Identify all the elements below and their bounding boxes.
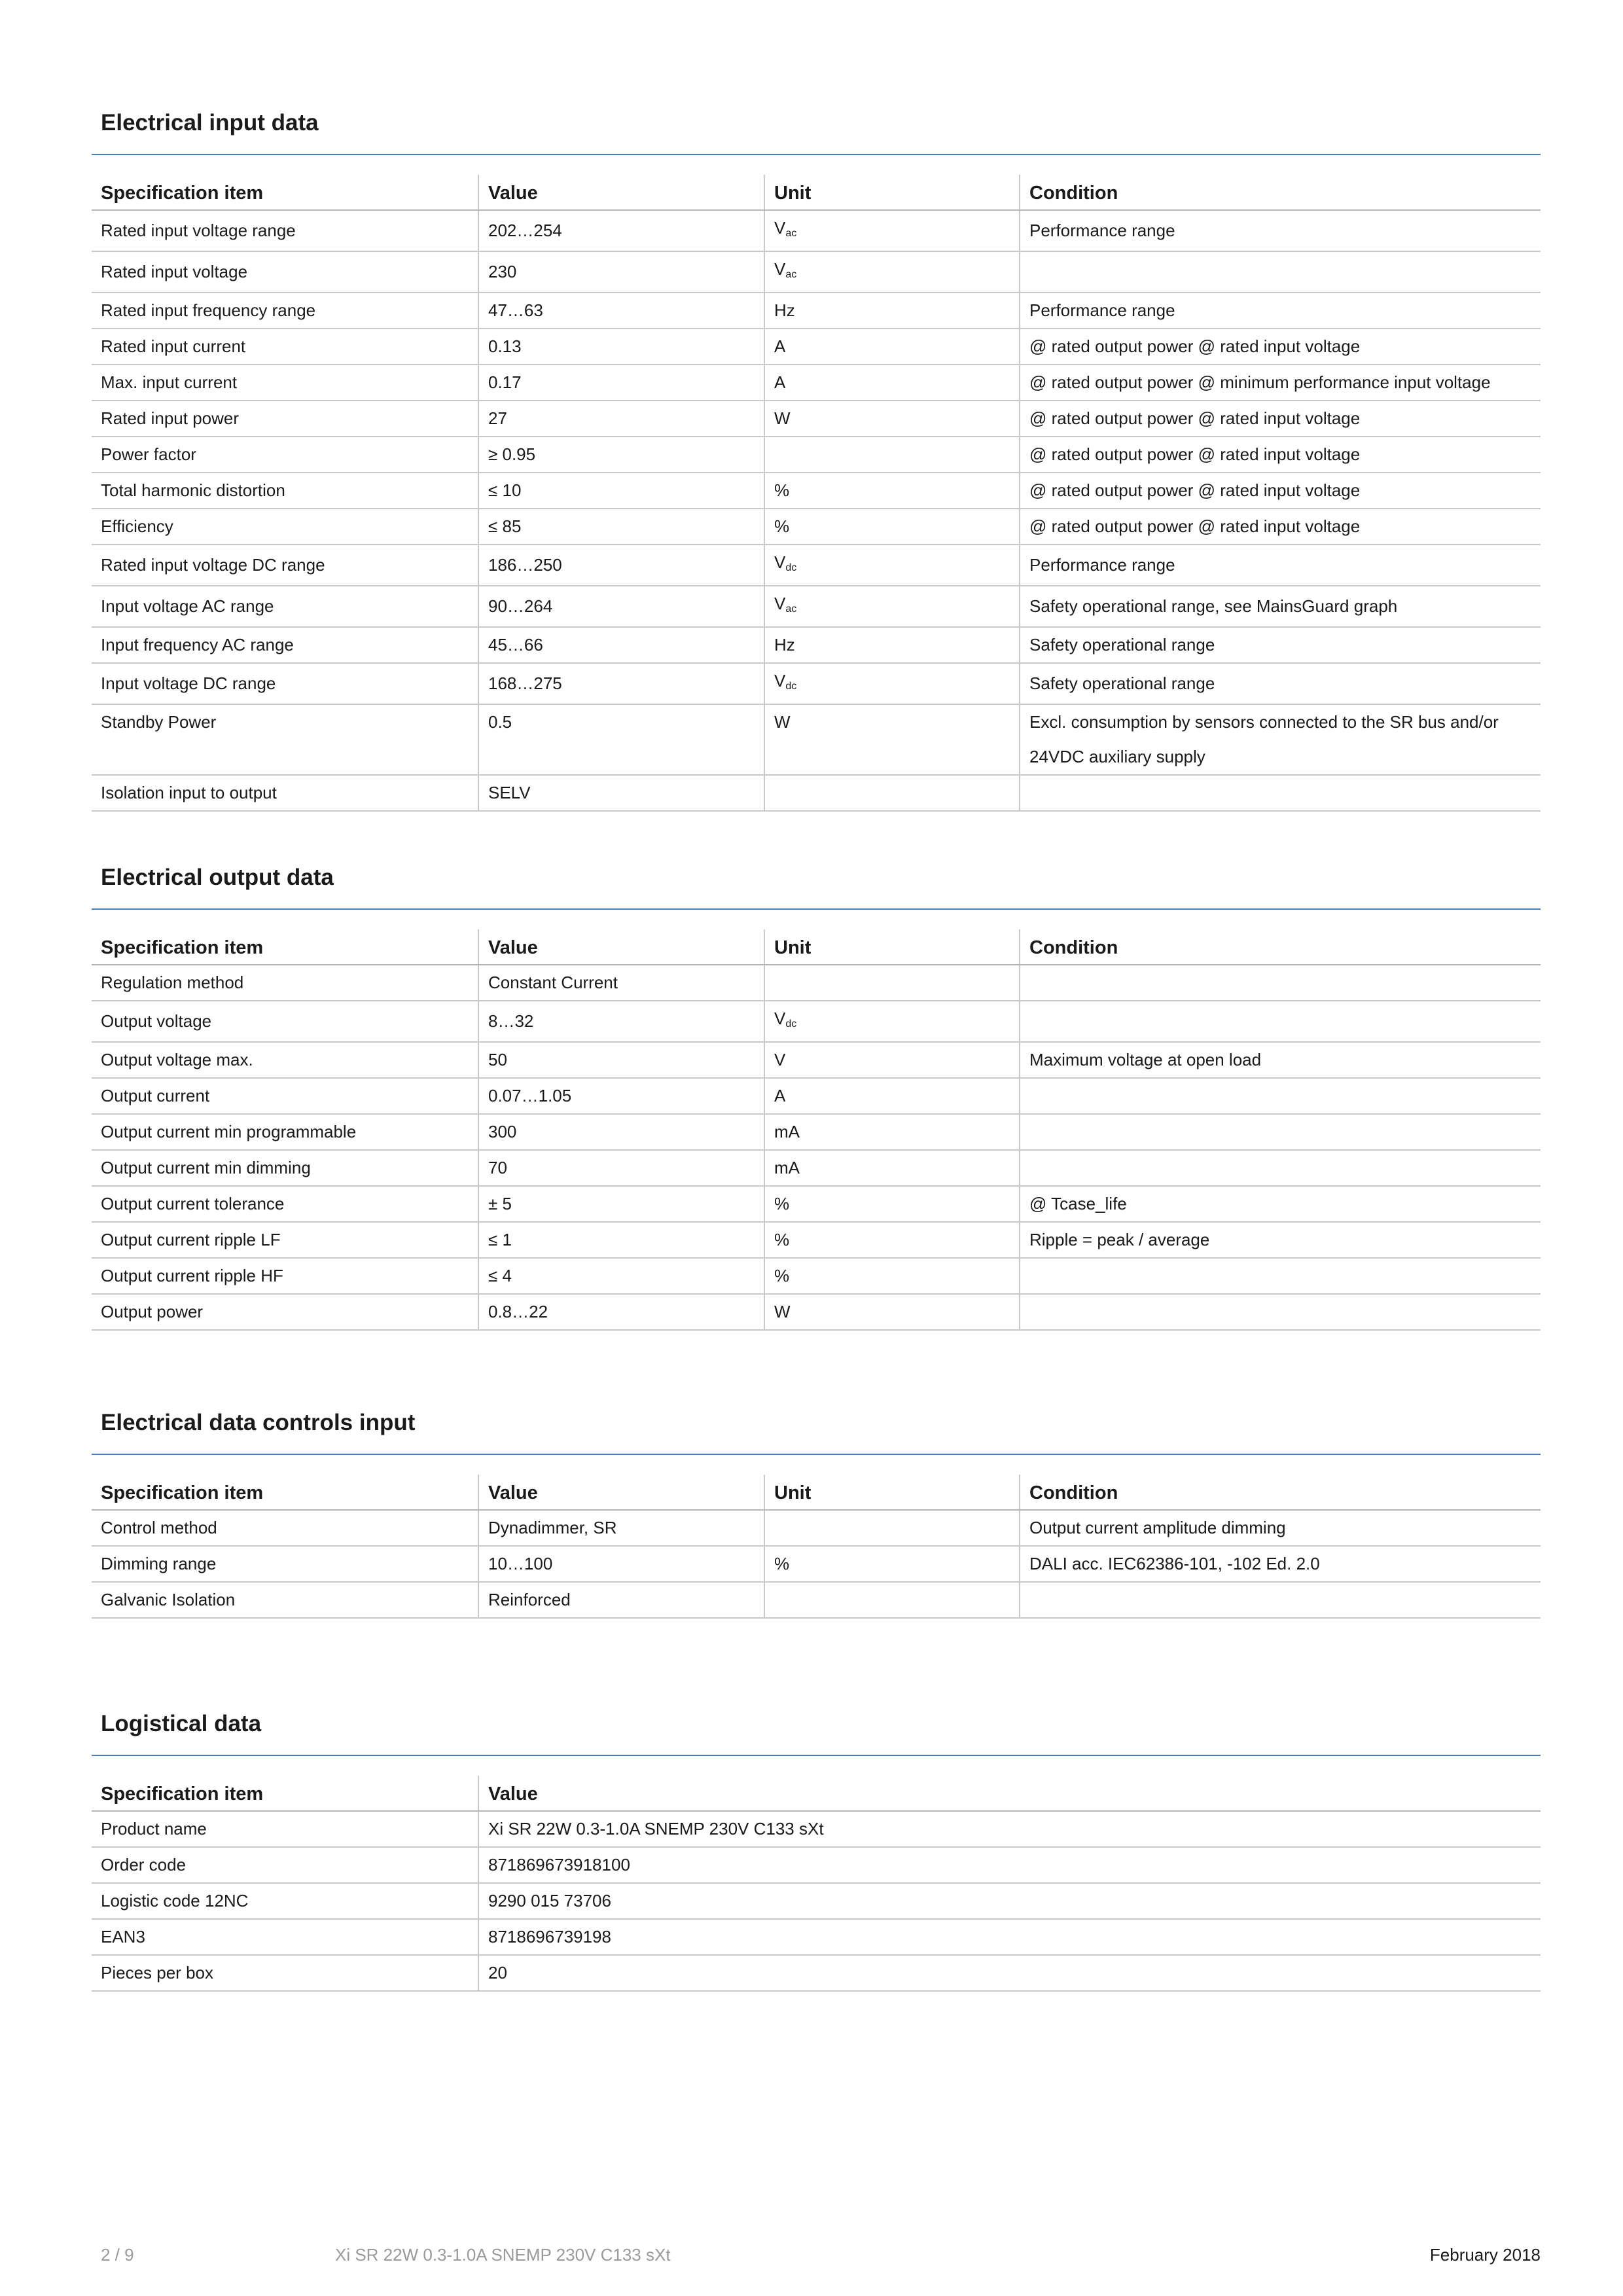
- table-cell: Rated input voltage DC range: [92, 545, 478, 586]
- table-cell: [1020, 1001, 1541, 1042]
- table-header-row: [92, 1776, 1541, 1811]
- table-cell: [1020, 1294, 1541, 1330]
- table-cell: 202…254: [478, 210, 764, 251]
- table-row: [92, 1001, 1541, 1042]
- table-cell: $V_{dc}$: [764, 663, 1020, 704]
- table-cell: [1020, 1078, 1541, 1114]
- table-cell: 300: [478, 1114, 764, 1150]
- table-cell: [764, 437, 1020, 473]
- table-cell: Rated input voltage range: [92, 210, 478, 251]
- table-cell: $V_{dc}$: [764, 1001, 1020, 1042]
- table-cell: Input voltage DC range: [92, 663, 478, 704]
- table-cell: 20: [478, 1955, 1541, 1991]
- table-cell: 0.17: [478, 365, 764, 401]
- column-header: Value: [478, 1475, 764, 1510]
- table-cell: A: [764, 1078, 1020, 1114]
- table-cell: Dynadimmer, SR: [478, 1510, 764, 1546]
- table-row: [92, 704, 1541, 775]
- table-cell: %: [764, 473, 1020, 509]
- table-header-row: [92, 175, 1541, 210]
- table-row: [92, 545, 1541, 586]
- table-cell: Output current amplitude dimming: [1020, 1510, 1541, 1546]
- table-row: [92, 509, 1541, 545]
- table-cell: Regulation method: [92, 965, 478, 1001]
- table-cell: Rated input voltage: [92, 251, 478, 293]
- table-cell: $V_{ac}$: [764, 251, 1020, 293]
- table-cell: 0.07…1.05: [478, 1078, 764, 1114]
- table-cell: Safety operational range: [1020, 663, 1541, 704]
- column-header: Unit: [764, 929, 1020, 965]
- table-cell: %: [764, 1222, 1020, 1258]
- table-cell: Isolation input to output: [92, 775, 478, 811]
- section-divider: [92, 1755, 1541, 1756]
- table-row: [92, 1150, 1541, 1186]
- spec-table: [92, 929, 1541, 1331]
- table-row: [92, 401, 1541, 437]
- table-cell: [1020, 1582, 1541, 1618]
- table-row: [92, 965, 1541, 1001]
- spec-table: [92, 175, 1541, 812]
- table-cell: [764, 965, 1020, 1001]
- table-cell: %: [764, 1258, 1020, 1294]
- table-cell: 50: [478, 1042, 764, 1078]
- table-cell: Logistic code 12NC: [92, 1883, 478, 1919]
- column-header: Value: [478, 175, 764, 210]
- column-header: Value: [478, 929, 764, 965]
- table-header-row: [92, 1475, 1541, 1510]
- table-cell: %: [764, 509, 1020, 545]
- table-row: [92, 1186, 1541, 1222]
- column-header: Unit: [764, 175, 1020, 210]
- table-row: [92, 293, 1541, 329]
- table-cell: Max. input current: [92, 365, 478, 401]
- table-row: [92, 1847, 1541, 1883]
- table-cell: 9290 015 73706: [478, 1883, 1541, 1919]
- column-header: Specification item: [92, 1475, 478, 1510]
- table-row: [92, 210, 1541, 251]
- table-cell: 45…66: [478, 627, 764, 663]
- unit-subscript: ac: [785, 603, 797, 615]
- table-cell: ± 5: [478, 1186, 764, 1222]
- table-cell: Safety operational range, see MainsGuard graph: [1020, 586, 1541, 627]
- table-cell: Output current ripple LF: [92, 1222, 478, 1258]
- table-cell: Rated input frequency range: [92, 293, 478, 329]
- table-cell: ≥ 0.95: [478, 437, 764, 473]
- table-cell: 186…250: [478, 545, 764, 586]
- table-row: [92, 1510, 1541, 1546]
- table-cell: 0.13: [478, 329, 764, 365]
- table-cell: Output current ripple HF: [92, 1258, 478, 1294]
- section-divider: [92, 154, 1541, 155]
- table-header-row: [92, 929, 1541, 965]
- table-cell: 8…32: [478, 1001, 764, 1042]
- table-row: [92, 251, 1541, 293]
- table-cell: A: [764, 329, 1020, 365]
- table-row: [92, 1582, 1541, 1618]
- table-cell: Safety operational range: [1020, 627, 1541, 663]
- table-row: [92, 473, 1541, 509]
- table-row: [92, 1955, 1541, 1991]
- table-row: [92, 437, 1541, 473]
- section-electrical-output: [92, 861, 1541, 1331]
- table-cell: @ rated output power @ rated input voltage: [1020, 509, 1541, 545]
- footer-page-number: 2 / 9: [101, 2245, 134, 2265]
- column-header: Specification item: [92, 929, 478, 965]
- table-cell: Output current: [92, 1078, 478, 1114]
- table-cell: Hz: [764, 627, 1020, 663]
- unit-subscript: dc: [785, 1018, 797, 1030]
- table-cell: SELV: [478, 775, 764, 811]
- table-cell: Output current tolerance: [92, 1186, 478, 1222]
- table-cell: [1020, 251, 1541, 293]
- table-cell: Rated input power: [92, 401, 478, 437]
- section-electrical-input: [92, 107, 1541, 812]
- column-header: Condition: [1020, 175, 1541, 210]
- table-cell: mA: [764, 1150, 1020, 1186]
- table-cell: Constant Current: [478, 965, 764, 1001]
- table-cell: Order code: [92, 1847, 478, 1883]
- table-cell: DALI acc. IEC62386-101, -102 Ed. 2.0: [1020, 1546, 1541, 1582]
- table-cell: 10…100: [478, 1546, 764, 1582]
- table-row: [92, 1114, 1541, 1150]
- table-cell: Maximum voltage at open load: [1020, 1042, 1541, 1078]
- table-cell: W: [764, 1294, 1020, 1330]
- table-cell: Output voltage max.: [92, 1042, 478, 1078]
- table-cell: Galvanic Isolation: [92, 1582, 478, 1618]
- table-cell: V: [764, 1042, 1020, 1078]
- table-cell: @ rated output power @ rated input voltage: [1020, 473, 1541, 509]
- table-cell: Efficiency: [92, 509, 478, 545]
- unit-subscript: dc: [785, 562, 797, 573]
- spec-table: [92, 1776, 1541, 1992]
- table-cell: ≤ 4: [478, 1258, 764, 1294]
- table-cell: [764, 1510, 1020, 1546]
- table-cell: Power factor: [92, 437, 478, 473]
- table-cell: [1020, 704, 1541, 775]
- table-cell: 168…275: [478, 663, 764, 704]
- unit-subscript: ac: [785, 228, 797, 239]
- table-cell: mA: [764, 1114, 1020, 1150]
- table-cell: @ Tcase_life: [1020, 1186, 1541, 1222]
- column-header: Condition: [1020, 929, 1541, 965]
- table-cell: %: [764, 1546, 1020, 1582]
- table-cell: ≤ 1: [478, 1222, 764, 1258]
- table-cell: [1020, 1150, 1541, 1186]
- table-cell: ≤ 85: [478, 509, 764, 545]
- section-title: Logistical data: [101, 1711, 262, 1736]
- table-cell: $V_{dc}$: [764, 545, 1020, 586]
- table-cell: @ rated output power @ rated input voltage: [1020, 329, 1541, 365]
- table-row: [92, 586, 1541, 627]
- table-row: [92, 627, 1541, 663]
- table-cell: 90…264: [478, 586, 764, 627]
- table-cell: 871869673918100: [478, 1847, 1541, 1883]
- table-row: [92, 663, 1541, 704]
- table-row: [92, 329, 1541, 365]
- table-row: [92, 1222, 1541, 1258]
- table-cell: [1020, 1114, 1541, 1150]
- table-cell: 230: [478, 251, 764, 293]
- table-row: [92, 1546, 1541, 1582]
- table-cell: Performance range: [1020, 545, 1541, 586]
- section-title: Electrical data controls input: [101, 1410, 416, 1435]
- table-cell: [1020, 1258, 1541, 1294]
- table-cell: 0.5: [478, 704, 764, 775]
- table-cell: @ rated output power @ rated input voltage: [1020, 401, 1541, 437]
- table-row: [92, 1042, 1541, 1078]
- unit-subscript: ac: [785, 269, 797, 280]
- table-cell: [764, 1582, 1020, 1618]
- table-cell: Control method: [92, 1510, 478, 1546]
- table-cell: Standby Power: [92, 704, 478, 775]
- table-cell: $V_{ac}$: [764, 210, 1020, 251]
- table-cell: Output current min programmable: [92, 1114, 478, 1150]
- table-cell: @ rated output power @ rated input voltage: [1020, 437, 1541, 473]
- table-cell: 8718696739198: [478, 1919, 1541, 1955]
- table-cell: @ rated output power @ minimum performance input voltage: [1020, 365, 1541, 401]
- table-cell: [1020, 965, 1541, 1001]
- footer-product-name: Xi SR 22W 0.3-1.0A SNEMP 230V C133 sXt: [335, 2245, 671, 2265]
- table-cell: Dimming range: [92, 1546, 478, 1582]
- table-row: [92, 1294, 1541, 1330]
- table-cell: 70: [478, 1150, 764, 1186]
- table-row: [92, 1811, 1541, 1847]
- footer-date: February 2018: [1429, 2245, 1541, 2265]
- table-cell: Input frequency AC range: [92, 627, 478, 663]
- table-cell: Hz: [764, 293, 1020, 329]
- table-row: [92, 1919, 1541, 1955]
- table-cell: [1020, 775, 1541, 811]
- table-cell: Input voltage AC range: [92, 586, 478, 627]
- table-cell: Output power: [92, 1294, 478, 1330]
- table-cell: Pieces per box: [92, 1955, 478, 1991]
- section-logistical: [92, 1708, 1541, 1992]
- table-cell: Ripple = peak / average: [1020, 1222, 1541, 1258]
- table-cell: 0.8…22: [478, 1294, 764, 1330]
- column-header: Specification item: [92, 175, 478, 210]
- table-cell: 27: [478, 401, 764, 437]
- table-cell: Total harmonic distortion: [92, 473, 478, 509]
- section-divider: [92, 908, 1541, 910]
- spec-table: [92, 1475, 1541, 1619]
- column-header: Unit: [764, 1475, 1020, 1510]
- cell-line: Excl. consumption by sensors connected to the SR bus and/or: [1029, 712, 1499, 732]
- table-cell: $V_{ac}$: [764, 586, 1020, 627]
- table-row: [92, 1883, 1541, 1919]
- table-row: [92, 1078, 1541, 1114]
- table-cell: %: [764, 1186, 1020, 1222]
- table-row: [92, 1258, 1541, 1294]
- table-cell: Product name: [92, 1811, 478, 1847]
- unit-subscript: dc: [785, 681, 797, 692]
- table-cell: Performance range: [1020, 210, 1541, 251]
- table-cell: Performance range: [1020, 293, 1541, 329]
- section-title: Electrical input data: [101, 110, 319, 135]
- table-row: [92, 365, 1541, 401]
- table-cell: W: [764, 401, 1020, 437]
- table-cell: Xi SR 22W 0.3-1.0A SNEMP 230V C133 sXt: [478, 1811, 1541, 1847]
- table-cell: W: [764, 704, 1020, 775]
- cell-line: 24VDC auxiliary supply: [1029, 747, 1205, 766]
- column-header: Specification item: [92, 1776, 478, 1811]
- table-cell: Reinforced: [478, 1582, 764, 1618]
- table-cell: Output current min dimming: [92, 1150, 478, 1186]
- table-cell: Rated input current: [92, 329, 478, 365]
- column-header: Condition: [1020, 1475, 1541, 1510]
- table-cell: 47…63: [478, 293, 764, 329]
- table-row: [92, 775, 1541, 811]
- column-header: Value: [478, 1776, 1541, 1811]
- table-cell: Output voltage: [92, 1001, 478, 1042]
- table-cell: ≤ 10: [478, 473, 764, 509]
- section-controls-input: [92, 1407, 1541, 1619]
- table-cell: EAN3: [92, 1919, 478, 1955]
- section-divider: [92, 1454, 1541, 1455]
- section-title: Electrical output data: [101, 865, 334, 890]
- table-cell: A: [764, 365, 1020, 401]
- table-cell: [764, 775, 1020, 811]
